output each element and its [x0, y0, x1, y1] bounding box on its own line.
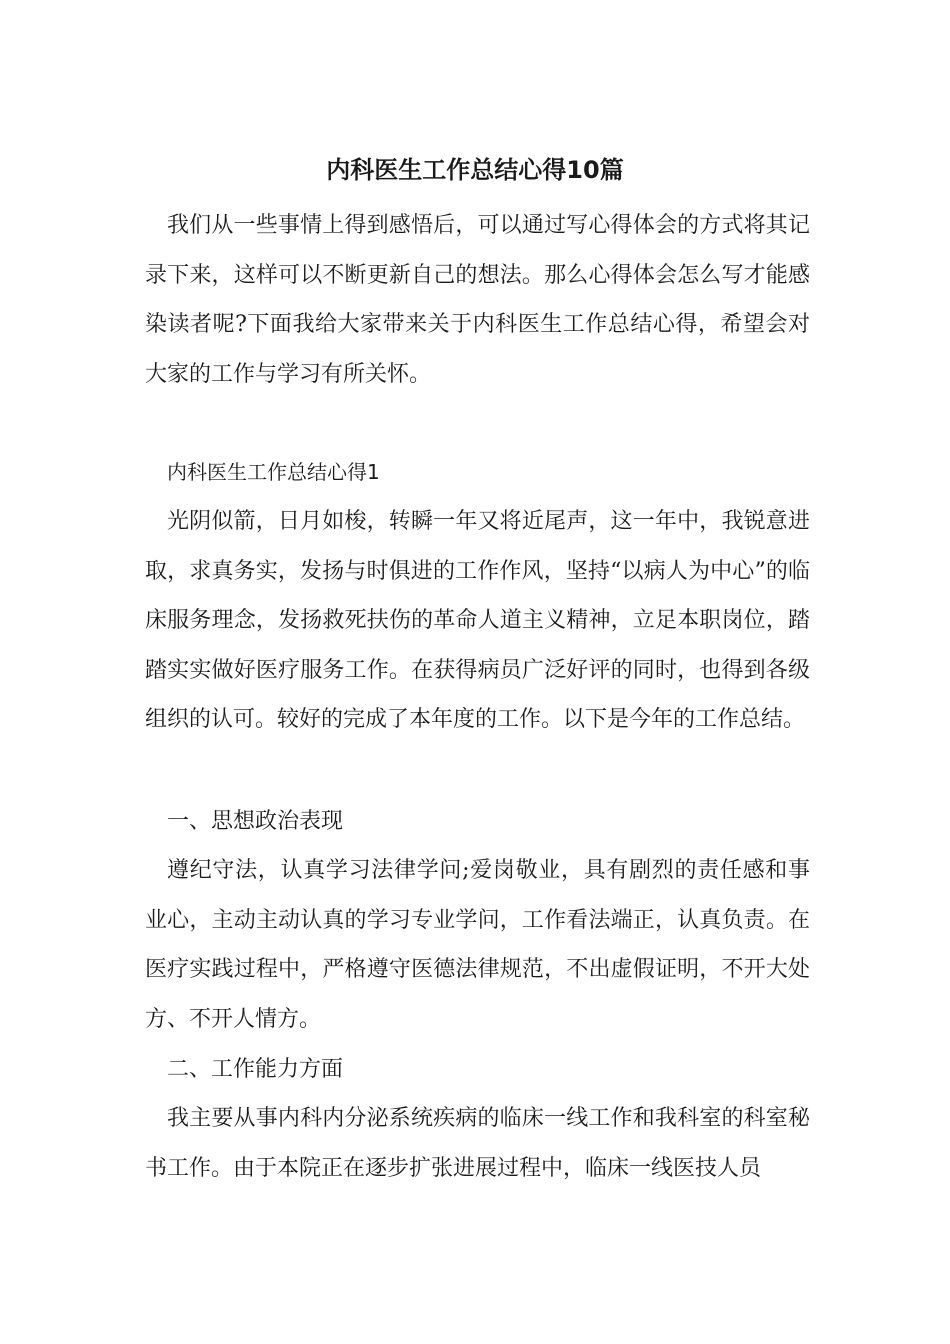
body-paragraph: 光阴似箭，日月如梭，转瞬一年又将近尾声，这一年中，我锐意进取，求真务实，发扬与时俱进的工作作风，坚持“以病人为中心”的临床服务理念，发扬救死扶伤的革命人道主义精神，立足本职岗位，踏踏实实做好医疗服务工作。在获得病员广泛好评的同时，也得到各级组织的认可。较好的完成了本年度的工作。以下是今年的工作总结。: [145, 509, 810, 732]
body-paragraph: 我主要从事内科内分泌系统疾病的临床一线工作和我科室的科室秘书工作。由于本院正在逐步扩张进展过程中，临床一线医技人员: [145, 1106, 810, 1181]
document-title: 内科医生工作总结心得10篇: [326, 156, 624, 184]
intro-paragraph: 我们从一些事情上得到感悟后，可以通过写心得体会的方式将其记录下来，这样可以不断更新自己的想法。那么心得体会怎么写才能感染读者呢?下面我给大家带来关于内科医生工作总结心得，希望会对大家的工作与学习有所关怀。: [145, 213, 810, 387]
subheading: 一、思想政治表现: [167, 809, 344, 834]
section-heading: 内科医生工作总结心得1: [167, 460, 380, 484]
body-paragraph: 遵纪守法，认真学习法律学问;爱岗敬业，具有剧烈的责任感和事业心，主动主动认真的学习专业学问，工作看法端正，认真负责。在医疗实践过程中，严格遵守医德法律规范，不出虚假证明，不开大处方、不开人情方。: [145, 858, 810, 1032]
subheading: 二、工作能力方面: [167, 1057, 344, 1082]
